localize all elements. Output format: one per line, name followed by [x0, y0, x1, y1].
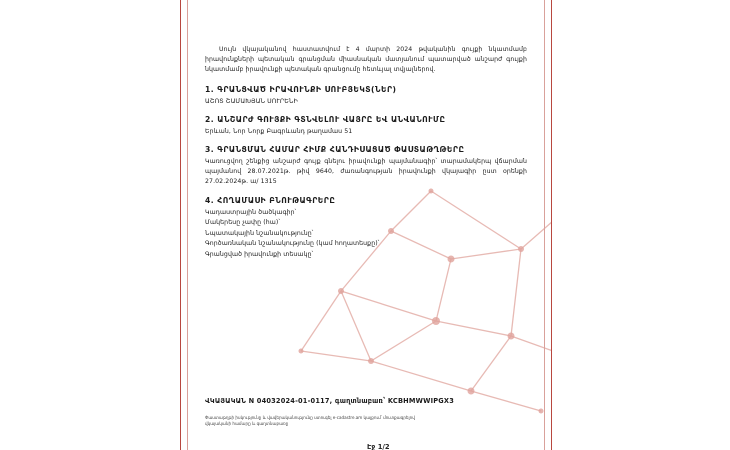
page-number: Էջ 1/2 [367, 443, 390, 450]
list-item: Գործառնական նշանակությունը (կամ հողատեսքը)՝ [205, 240, 380, 248]
section-2-title: 2. ԱՆՇԱՐԺ ԳՈՒՅՔԻ ԳՏՆՎԵԼՈՒ ՎԱՅՐԸ ԵՎ ԱՆՎԱՆՈՒՄԸ [205, 114, 446, 124]
section-2-body: Երևան, Նոր Նորք Բագրևանդ թաղամաս 51 [205, 127, 353, 135]
section-3-body: Կառուցվող շենքից անշարժ գույք գնելու իրավունքի պայմանագիր՝ տարամակերպ վճարման պայմանով 28.07.2021թ. թիվ 9640, ժառանգության իրավունքի վկայագիր ըստ օրենքի 27.02.2024թ. ա/ 1315 [205, 158, 527, 186]
section-1-body: ԱՇՈՏ ՇԱՄԱԽՅԱՆ ՍՈՒՐԵՆԻ [205, 97, 298, 105]
section-1-title: 1. ԳՐԱՆՑՎԱԾ ԻՐԱՎՈՒՆՔԻ ՍՈՒԲՅԵԿՏ(ՆԵՐ) [205, 84, 397, 94]
intro-paragraph: Սույն վկայականով հաստատվում է 4 մարտի 2024 թվականին գույքի նկատմամբ իրավունքների պետական գրանցման միասնական մատյանում պատարված անշարժ գույքի նկատմամբ իրավունքի պետական գրանցումը հետևյալ տվյալներով. [205, 46, 527, 74]
land-characteristics-list [205, 208, 527, 261]
certificate-content [205, 45, 527, 261]
certificate-number: ՎԿԱՅԱԿԱՆ N 04032024-01-0117, գաղտնաբառ՝ KCBHMWWIPGX3 [205, 397, 454, 405]
list-item: Գրանցված իրավունքի տեսակը՝ [205, 251, 314, 258]
certificate-page [180, 0, 552, 450]
list-item: Կադաստրային ծածկագիր՝ [205, 208, 297, 216]
list-item: Նպատակային նշանակությունը՝ [205, 229, 314, 237]
section-3-title: 3. ԳՐԱՆՑՄԱՆ ՀԱՄԱՐ ՀԻՄՔ ՀԱՆԴԻՍԱՑԱԾ ՓԱՍՏԱԹՂԹԵՐԸ [205, 145, 465, 155]
verification-note: Փաստաթղթի իսկությունը և վավերականությունը ստուգել e-cadastre.am կայքում՝ մուտքագրելով վկայականի համարը և գաղտնաբառը [205, 415, 415, 426]
list-item: Մակերեսը չափը (հա)՝ [205, 219, 281, 227]
section-4-title: 4. ՀՈՂԱՄԱՍԻ ԲՆՈՒԹԱԳՐԵՐԸ [205, 195, 336, 205]
footer-block [205, 397, 527, 427]
